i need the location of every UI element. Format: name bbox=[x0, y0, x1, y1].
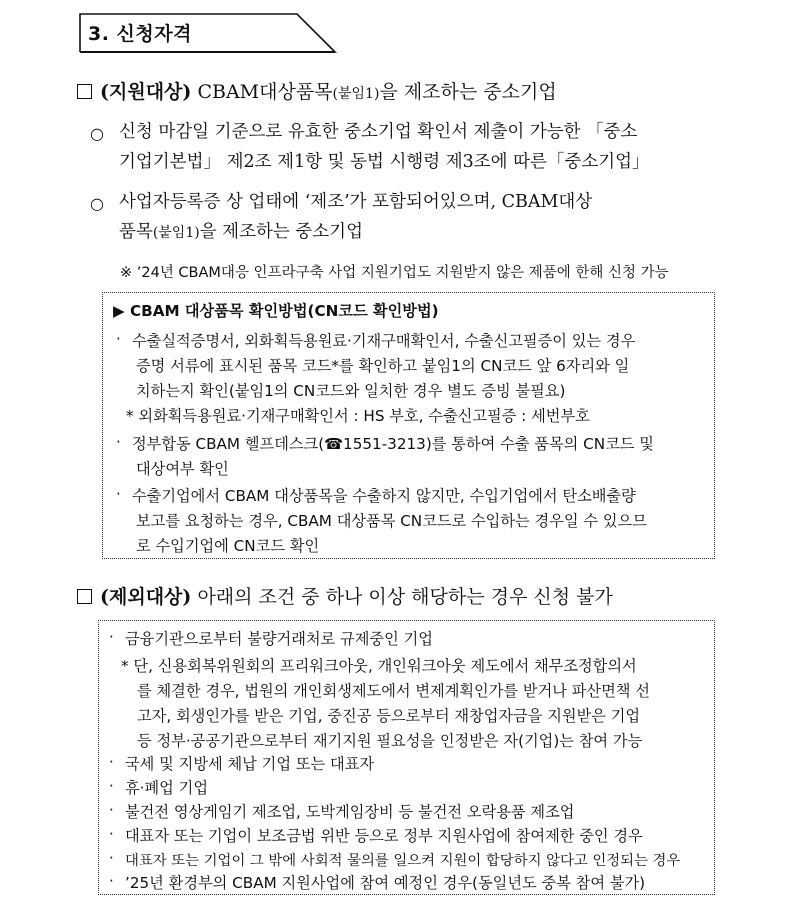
howto-item2-line: 대상여부 확인 bbox=[136, 460, 229, 478]
exclusion-label: (제외대상) bbox=[100, 586, 192, 608]
checkbox-square-icon bbox=[77, 84, 92, 99]
exclusion-item: 휴·폐업 기업 bbox=[125, 779, 209, 797]
support-text-b: 을 제조하는 중소기업 bbox=[379, 81, 557, 103]
middle-dot-icon: · bbox=[109, 753, 114, 771]
bullet-line: 기업기본법」 제2조 제1항 및 동법 시행령 제3조에 따른「중소기업」 bbox=[119, 152, 650, 172]
bullet-business-registration bbox=[119, 187, 592, 248]
bullet-line bbox=[119, 217, 592, 248]
middle-dot-icon: · bbox=[109, 801, 114, 819]
middle-dot-icon: · bbox=[109, 777, 114, 795]
support-text-a: CBAM대상품목 bbox=[191, 81, 333, 103]
howto-item1-line: 수출실적증명서, 외화획득용원료·기재구매확인서, 수출신고필증이 있는 경우 bbox=[132, 332, 636, 350]
exclusion-text: 아래의 조건 중 하나 이상 해당하는 경우 신청 불가 bbox=[191, 586, 613, 608]
middle-dot-icon: · bbox=[109, 872, 114, 890]
support-label: (지원대상) bbox=[100, 81, 192, 103]
howto-item3-line: 보고를 요청하는 경우, CBAM 대상품목 CN코드로 수입하는 경우일 수 있으므 bbox=[136, 512, 647, 530]
howto-item1-line: 증명 서류에 표시된 품목 코드*를 확인하고 붙임1의 CN코드 앞 6자리와 일 bbox=[136, 357, 630, 375]
support-target-heading bbox=[77, 77, 557, 104]
exclusion-subnote: * 단, 신용회복위원회의 프리워크아웃, 개인워크아웃 제도에서 채무조정합의서 bbox=[121, 657, 637, 675]
bullet-line: 신청 마감일 기준으로 유효한 중소기업 확인서 제출이 가능한 「중소 bbox=[119, 122, 638, 142]
howto-item2-line: 정부합동 CBAM 헬프데스크(☎1551-3213)를 통하여 수출 품목의 CN코드 및 bbox=[132, 435, 654, 453]
exclusion-item: 국세 및 지방세 체납 기업 또는 대표자 bbox=[125, 755, 375, 773]
middle-dot-icon: · bbox=[116, 433, 121, 451]
middle-dot-icon: · bbox=[109, 849, 114, 867]
middle-dot-icon: · bbox=[116, 485, 121, 503]
exclusion-item: ’25년 환경부의 CBAM 지원사업에 참여 예정인 경우(동일년도 중복 참여 불가) bbox=[125, 874, 646, 892]
bullet-text: 을 제조하는 중소기업 bbox=[199, 222, 363, 242]
exclusion-heading bbox=[77, 582, 613, 609]
circle-bullet-icon: ○ bbox=[90, 194, 104, 213]
exclusion-item: 금융기관으로부터 불량거래처로 규제중인 기업 bbox=[125, 630, 433, 648]
checkbox-square-icon bbox=[77, 589, 92, 604]
exclusion-item: 대표자 또는 기업이 그 밖에 사회적 물의를 일으켜 지원이 합당하지 않다고 인정되는 경우 bbox=[125, 853, 681, 869]
howto-footnote: * 외화획득용원료·기재구매확인서 : HS 부호, 수출신고필증 : 세번부호 bbox=[126, 407, 590, 425]
circle-bullet-icon: ○ bbox=[90, 124, 104, 143]
support-annex-ref: (붙임1) bbox=[332, 86, 380, 102]
section-title: 3. 신청자격 bbox=[88, 23, 192, 45]
bullet-sme-certificate bbox=[119, 117, 650, 177]
exclusion-item: 불건전 영상게임기 제조업, 도박게임장비 등 불건전 오락용품 제조업 bbox=[125, 803, 575, 821]
eligibility-note: ※ ’24년 CBAM대응 인프라구축 사업 지원기업도 지원받지 않은 제품에 한해 신청 가능 bbox=[120, 265, 669, 281]
middle-dot-icon: · bbox=[116, 330, 121, 348]
howto-item3-line: 수출기업에서 CBAM 대상품목을 수출하지 않지만, 수입기업에서 탄소배출량 bbox=[132, 487, 636, 505]
exclusion-item: 대표자 또는 기업이 보조금법 위반 등으로 정부 지원사업에 참여제한 중인 경우 bbox=[125, 827, 643, 845]
howto-item1-line: 치하는지 확인(붙임1의 CN코드와 일치한 경우 별도 증빙 불필요) bbox=[136, 382, 566, 400]
middle-dot-icon: · bbox=[109, 825, 114, 843]
middle-dot-icon: · bbox=[109, 628, 114, 646]
exclusion-subnote: 고자, 회생인가를 받은 기업, 중진공 등으로부터 재창업자금을 지원받은 기업 bbox=[137, 707, 641, 725]
exclusion-subnote: 를 체결한 경우, 법원의 개인회생제도에서 변제계획인가를 받거나 파산면책 선 bbox=[137, 682, 650, 700]
exclusion-subnote: 등 정부·공공기관으로부터 재기지원 필요성을 인정받은 자(기업)는 참여 가능 bbox=[137, 732, 643, 750]
annex-ref: (붙임1) bbox=[152, 225, 200, 241]
howto-title: ▶ CBAM 대상품목 확인방법(CN코드 확인방법) bbox=[113, 302, 439, 320]
howto-item3-line: 로 수입기업에 CN코드 확인 bbox=[136, 537, 320, 555]
bullet-line: 사업자등록증 상 업태에 ‘제조’가 포함되어있으며, CBAM대상 bbox=[119, 192, 593, 212]
bullet-text: 품목 bbox=[119, 222, 153, 242]
